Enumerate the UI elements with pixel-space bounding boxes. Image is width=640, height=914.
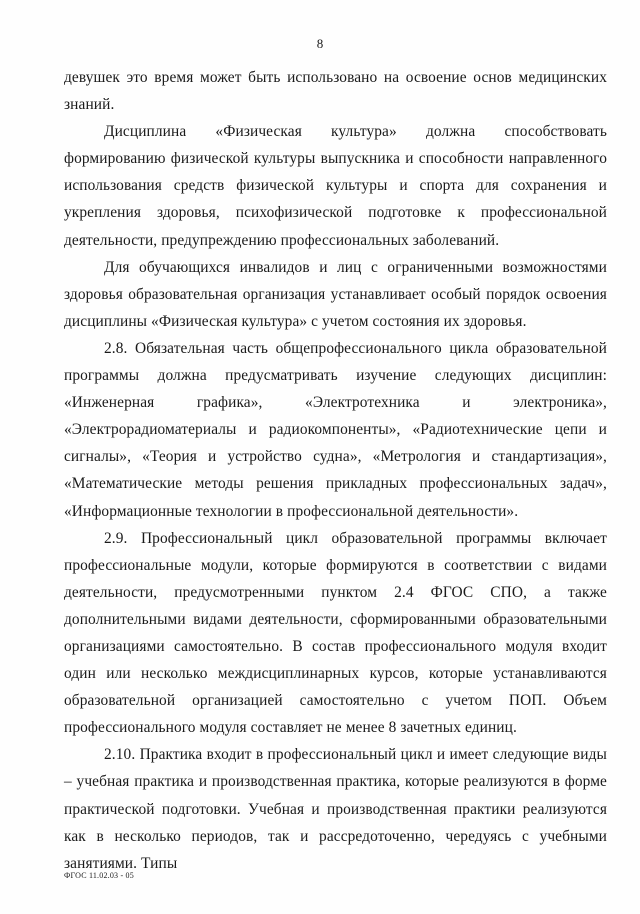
footer-code: ФГОС 11.02.03 - 05 xyxy=(64,871,134,880)
paragraph: Дисциплина «Физическая культура» должна способствовать формированию физической культуры выпускника и способности направленного использования средств физической культуры и спорта для сохранения и укрепления здоровья, психофизической подготовке к профессиональной деятельности, предупреждению профессиональных заболеваний. xyxy=(64,123,607,249)
paragraph-2-10: 2.10. Практика входит в профессиональный цикл и имеет следующие виды – учебная практика и производственная практика, которые реализуются в форме практической подготовки. Учебная и производственная практики реализуются как в несколько периодов, так и рассредоточенно, чередуясь с учебными занятиями. Типы xyxy=(64,746,607,872)
document-body xyxy=(64,64,607,877)
page-number: 8 xyxy=(316,36,324,51)
paragraph: девушек это время может быть использовано на освоение основ медицинских знаний. xyxy=(64,69,607,114)
paragraph-2-9: 2.9. Профессиональный цикл образовательной программы включает профессиональные модули, которые формируются в соответствии с видами деятельности, предусмотренными пунктом 2.4 ФГОС СПО, а также дополнительными видами деятельности, сформированными образовательными организациями самостоятельно. В состав профессионального модуля входит один или несколько междисциплинарных курсов, которые устанавливаются образовательной организацией самостоятельно с учетом ПОП. Объем профессионального модуля составляет не менее 8 зачетных единиц. xyxy=(64,529,607,737)
paragraph-2-8: 2.8. Обязательная часть общепрофессионального цикла образовательной программы должна предусматривать изучение следующих дисциплин: «Инженерная графика», «Электротехника и электроника», «Электрорадиоматериалы и радиокомпоненты», «Радиотехнические цепи и сигналы», «Теория и устройство судна», «Метрология и стандартизация», «Математические методы решения прикладных профессиональных задач», «Информационные технологии в профессиональной деятельности». xyxy=(64,339,607,520)
paragraph: Для обучающихся инвалидов и лиц с ограниченными возможностями здоровья образовательная организация устанавливает особый порядок освоения дисциплины «Физическая культура» с учетом состояния их здоровья. xyxy=(64,258,607,330)
